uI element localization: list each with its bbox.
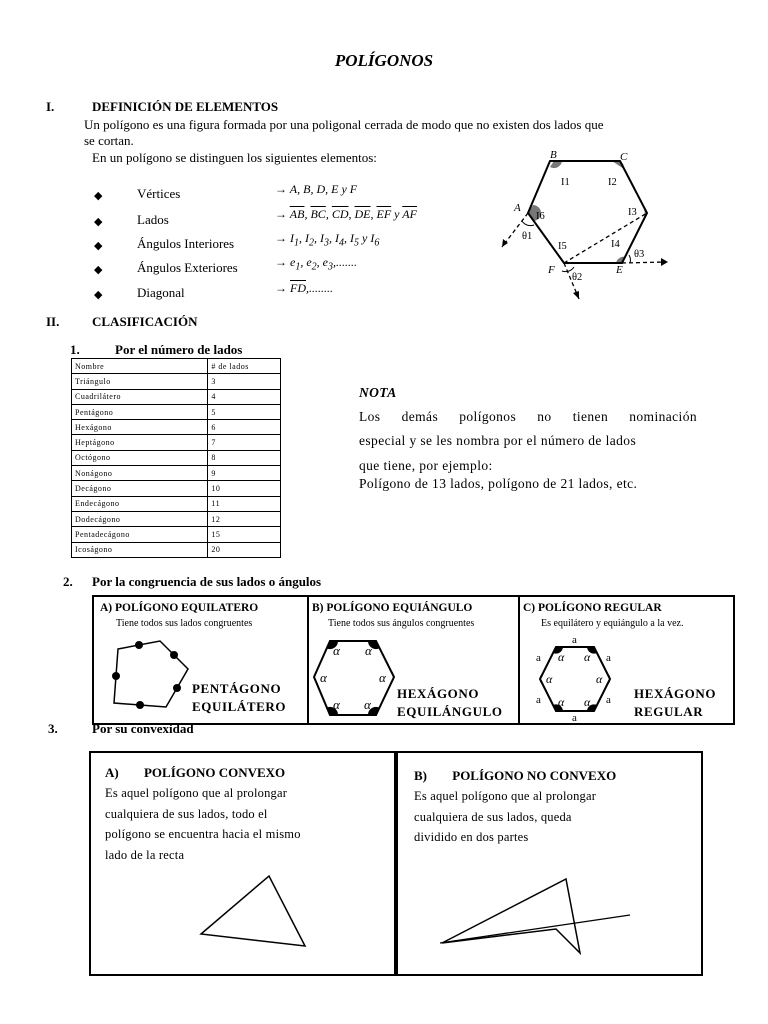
angle-sub: 5 (354, 237, 359, 249)
convex-description (105, 783, 301, 865)
caption-line: EQUILÁNGULO (397, 704, 503, 719)
element-item-sides (94, 212, 169, 230)
subsection-1-heading: Por el número de lados (115, 342, 243, 357)
nonconvex-title (414, 768, 616, 784)
ext-letter: e (290, 255, 296, 269)
side-cd: $\overline{CD}$ (331, 207, 349, 221)
regular-title (523, 602, 662, 614)
table-cell-count: 8 (208, 450, 281, 465)
table-header-row (72, 359, 281, 374)
equiangular-title (312, 602, 472, 614)
bullet-icon: ◆ (94, 264, 103, 276)
congruence-panel (92, 595, 735, 725)
label-i2: I2 (608, 177, 617, 188)
nota-line-4: Polígono de 13 lados, polígono de 21 lados, etc. (359, 476, 638, 491)
ext-tail: ,....... (332, 255, 357, 269)
interior-angles-math: → $I_1$, $I_2$, $I_3$, $I_4$, $I_5$ y $I_6$ (275, 231, 380, 249)
element-item-vertices (94, 186, 181, 204)
convex-box (89, 751, 396, 976)
side-af: $\overline{AF}$ (402, 207, 417, 221)
table-cell-count: 11 (208, 496, 281, 511)
table-row (72, 450, 281, 465)
definition-line-1: Un polígono es una figura formada por una poligonal cerrada de modo que no existen dos lados que (84, 117, 604, 132)
angle-sub: 4 (339, 237, 344, 249)
desc-line: lado de la recta (105, 847, 185, 862)
nonconvex-description (414, 786, 596, 848)
theta2-arc (562, 267, 574, 272)
caption-line: HEXÁGONO (397, 686, 480, 701)
box-title: POLÍGONO CONVEXO (143, 765, 286, 780)
label-vertex-c: C (620, 151, 628, 163)
element-item-interior-angles (94, 236, 235, 254)
side-mark (112, 672, 120, 680)
table-row (72, 466, 281, 481)
theta3-arc (629, 255, 630, 263)
label-theta2: θ2 (572, 272, 583, 283)
table-row (72, 542, 281, 557)
element-label: Vértices (137, 186, 181, 201)
nonconvex-figure (434, 873, 634, 958)
side-mark (136, 701, 144, 709)
element-item-diagonal (94, 285, 185, 303)
extension-e (622, 262, 666, 263)
desc-line: Es aquel polígono que al prolongar (105, 786, 288, 800)
arrow-icon: → (275, 255, 287, 269)
desc-line: cualquiera de sus lados, todo el (105, 806, 268, 821)
desc-line: Es aquel polígono que al prolongar (414, 789, 597, 803)
label-vertex-a: A (514, 202, 521, 214)
vertices-math (275, 182, 357, 197)
desc-line: cualquiera de sus lados, queda (414, 809, 572, 824)
side-bc: $\overline{BC}$ (310, 207, 326, 221)
box-letter: B) (414, 768, 427, 783)
box-title: POLÍGONO EQUIÁNGULO (326, 602, 473, 614)
conjunction: y (394, 207, 400, 221)
label-i6: I6 (536, 211, 545, 222)
subsection-3-heading: Por su convexidad (92, 721, 194, 736)
convex-triangle-figure (191, 868, 311, 953)
element-label: Ángulos Interiores (137, 236, 235, 251)
caption-line: EQUILÁTERO (192, 699, 287, 714)
arrow-icon: → (275, 231, 287, 245)
angle-sub: 1 (294, 237, 299, 249)
table-cell-name: Decágono (72, 481, 208, 496)
section-2-heading: CLASIFICACIÓN (92, 314, 198, 329)
triangle-outline (201, 876, 305, 946)
side-symbol: a (606, 652, 611, 664)
label-vertex-e: E (616, 264, 623, 276)
ext-letter: e (306, 255, 312, 269)
angle-sub: 3 (324, 237, 329, 249)
label-i5: I5 (558, 241, 567, 252)
arrow-icon: → (275, 207, 287, 221)
ext-sub: 1 (295, 261, 301, 273)
table-row (72, 511, 281, 526)
arrow-head-f (573, 291, 579, 299)
side-symbol: a (536, 652, 541, 664)
table-row (72, 404, 281, 419)
angle-letter: I (305, 231, 309, 245)
table-row (72, 496, 281, 511)
sides-math: → $\overline{AB}$, $\overline{BC}$, $\overline{CD}$, $\overline{DE}$, $\overline{EF}$ y $\overline{AF}$ (275, 207, 417, 221)
vertices-list: A, B, D, E y F (289, 182, 358, 196)
table-cell-name: Pentadecágono (72, 527, 208, 542)
definition-line-2: se cortan. (84, 133, 134, 148)
nota-line-3: que tiene, por ejemplo: (359, 458, 493, 473)
section-1-number: I. (46, 99, 55, 114)
subsection-1-number: 1. (70, 342, 80, 357)
equiangular-desc: Tiene todos sus ángulos congruentes (328, 618, 475, 629)
angle-symbol: α (320, 670, 327, 685)
box-letter: A) (105, 765, 119, 780)
box-letter: A) (100, 602, 113, 614)
angle-letter: I (290, 231, 294, 245)
table-cell-count: 20 (208, 542, 281, 557)
table-cell-name: Cuadrilátero (72, 389, 208, 404)
table-cell-name: Icoságono (72, 542, 208, 557)
nonconvex-box (396, 751, 703, 976)
label-theta1: θ1 (522, 231, 533, 242)
label-vertex-b: B (550, 149, 557, 161)
side-de: $\overline{DE}$ (354, 207, 371, 221)
nota-line-2: especial y se les nombra por el número de lados (359, 433, 637, 448)
table-header-name: Nombre (72, 359, 208, 374)
table-row (72, 420, 281, 435)
box-title: POLÍGONO EQUILATERO (115, 602, 259, 614)
conjunction: y (362, 231, 368, 245)
label-i1: I1 (561, 177, 570, 188)
box-title: POLÍGONO REGULAR (538, 602, 662, 614)
ext-sub: 3 (327, 261, 333, 273)
subsection-3-number: 3. (48, 721, 58, 736)
label-i3: I3 (628, 207, 637, 218)
diagonal-fd: $\overline{FD}$ (290, 281, 306, 295)
angle-symbol: α (379, 670, 386, 685)
page-title: POLÍGONOS (334, 51, 434, 70)
table-row (72, 374, 281, 389)
table-cell-count: 15 (208, 527, 281, 542)
angle-sub: 2 (309, 237, 314, 249)
table-row (72, 435, 281, 450)
side-symbol: a (572, 634, 577, 646)
arrow-head-e (661, 258, 668, 266)
table-cell-name: Octógono (72, 450, 208, 465)
table-cell-count: 5 (208, 404, 281, 419)
regular-hexagon-figure (526, 631, 626, 723)
table-cell-name: Triángulo (72, 374, 208, 389)
angle-letter: I (350, 231, 354, 245)
side-mark (135, 641, 143, 649)
label-vertex-f: F (548, 264, 555, 276)
angle-symbol: α (364, 697, 371, 712)
table-cell-name: Heptágono (72, 435, 208, 450)
angle-symbol: α (584, 695, 591, 709)
box-letter: B) (312, 602, 324, 614)
table-cell-name: Hexágono (72, 420, 208, 435)
table-cell-count: 10 (208, 481, 281, 496)
table-cell-count: 12 (208, 511, 281, 526)
subsection-2-heading: Por la congruencia de sus lados o ángulos (92, 574, 322, 589)
angle-letter: I (370, 231, 375, 245)
regular-caption (634, 685, 716, 721)
regular-desc: Es equilátero y equiángulo a la vez. (541, 618, 684, 629)
desc-line: dividido en dos partes (414, 830, 529, 844)
table-header-count: # de lados (208, 359, 281, 374)
equilateral-pentagon-figure (100, 633, 200, 717)
bullet-icon: ◆ (94, 216, 103, 228)
angle-symbol: α (365, 643, 372, 658)
table-cell-count: 3 (208, 374, 281, 389)
angle-symbol: α (596, 672, 603, 686)
arrow-icon: → (275, 281, 287, 295)
table-row (72, 481, 281, 496)
angle-symbol: α (546, 672, 553, 686)
caption-line: HEXÁGONO (634, 686, 717, 701)
caption-line: REGULAR (634, 704, 704, 719)
section-1-heading: DEFINICIÓN DE ELEMENTOS (92, 99, 279, 114)
side-symbol: a (572, 712, 577, 723)
element-label: Ángulos Exteriores (137, 260, 238, 275)
equilateral-desc: Tiene todos sus lados congruentes (116, 618, 253, 629)
angle-symbol: α (333, 697, 340, 712)
table-cell-name: Pentágono (72, 404, 208, 419)
angle-symbol: α (584, 650, 591, 664)
table-cell-name: Nonágono (72, 466, 208, 481)
bullet-icon: ◆ (94, 289, 103, 301)
elements-intro: En un polígono se distinguen los siguientes elementos: (92, 150, 377, 165)
diagonal-math (275, 281, 333, 296)
equilateral-title (100, 602, 258, 614)
table-cell-count: 9 (208, 466, 281, 481)
equiangular-hexagon-figure (308, 633, 398, 723)
nota-line-1: Los demás polígonos no tienen nominación (359, 409, 697, 424)
side-symbol: a (536, 694, 541, 706)
ext-letter: e (322, 255, 328, 269)
table-cell-name: Endecágono (72, 496, 208, 511)
table-cell-count: 6 (208, 420, 281, 435)
side-mark (170, 651, 178, 659)
angle-sub: 6 (374, 237, 380, 249)
arrow-icon: → (275, 182, 287, 196)
angle-fill-b (550, 161, 562, 168)
sides-table (71, 358, 281, 558)
angle-letter: I (320, 231, 324, 245)
element-label: Diagonal (137, 285, 185, 300)
exterior-angles-math: → $e_1$, $e_2$, $e_3$,....... (275, 255, 357, 273)
theta1-arc (522, 221, 534, 226)
table-row (72, 527, 281, 542)
angle-letter: I (335, 231, 339, 245)
table-cell-name: Dodecágono (72, 511, 208, 526)
table-row (72, 389, 281, 404)
divider (518, 597, 520, 723)
diag-tail: ,........ (306, 281, 333, 295)
angle-symbol: α (558, 650, 565, 664)
table-cell-count: 4 (208, 389, 281, 404)
element-item-exterior-angles (94, 260, 238, 278)
bullet-icon: ◆ (94, 190, 103, 202)
side-symbol: a (606, 694, 611, 706)
bullet-icon: ◆ (94, 240, 103, 252)
table-cell-count: 7 (208, 435, 281, 450)
arrow-head-a (502, 239, 508, 247)
angle-symbol: α (558, 695, 565, 709)
section-2-number: II. (46, 314, 60, 329)
label-i4: I4 (611, 239, 620, 250)
subsection-2-number: 2. (63, 574, 73, 589)
hexagon-elements-diagram (490, 145, 680, 305)
desc-line: polígono se encuentra hacia el mismo (105, 827, 301, 841)
angle-symbol: α (333, 643, 340, 658)
equiangular-caption (397, 685, 503, 721)
nota-title: NOTA (359, 385, 397, 400)
side-ab: $\overline{AB}$ (289, 207, 305, 221)
side-mark (173, 684, 181, 692)
convex-title (105, 765, 285, 781)
box-title: POLÍGONO NO CONVEXO (452, 768, 617, 783)
ext-sub: 2 (311, 261, 317, 273)
element-label: Lados (137, 212, 169, 227)
nonconvex-polygon-outline (442, 879, 580, 953)
side-ef: $\overline{EF}$ (376, 207, 392, 221)
caption-line: PENTÁGONO (192, 681, 282, 696)
box-letter: C) (523, 602, 536, 614)
pentagon-outline (114, 641, 188, 707)
label-theta3: θ3 (634, 249, 645, 260)
equilateral-caption (192, 680, 286, 716)
